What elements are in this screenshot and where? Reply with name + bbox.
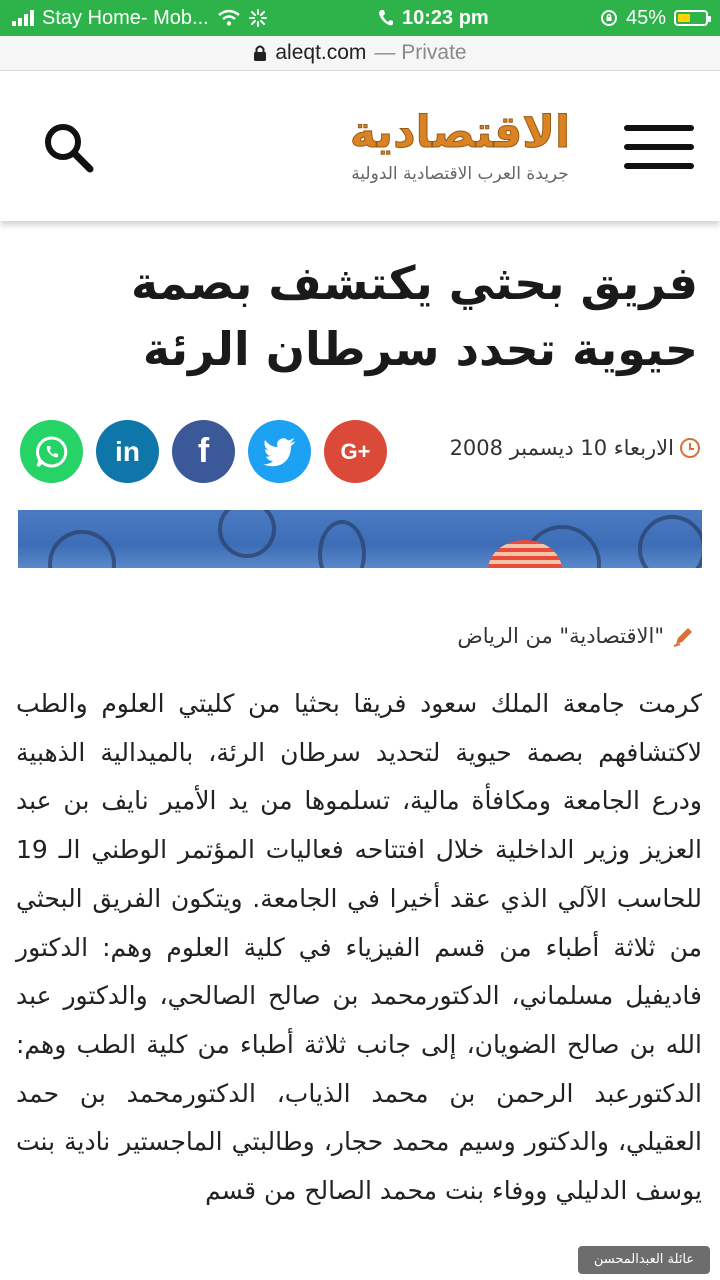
search-icon bbox=[40, 119, 98, 177]
menu-button[interactable] bbox=[624, 125, 696, 171]
twitter-share-button[interactable] bbox=[248, 420, 311, 483]
source-text: "الاقتصادية" من الرياض bbox=[457, 624, 664, 648]
linkedin-icon: in bbox=[115, 435, 140, 467]
clock-icon bbox=[680, 438, 700, 458]
battery-icon bbox=[674, 10, 708, 26]
article-title: فريق بحثي يكتشف بصمة حيوية تحدد سرطان الرئة bbox=[131, 256, 698, 376]
private-mode-label: — Private bbox=[374, 41, 467, 64]
orientation-lock-icon bbox=[600, 9, 618, 27]
linkedin-share-button[interactable] bbox=[96, 420, 159, 483]
whatsapp-share-button[interactable] bbox=[20, 420, 83, 483]
google-plus-share-button[interactable] bbox=[324, 420, 387, 483]
battery-percent: 45% bbox=[625, 6, 666, 29]
phone-icon bbox=[378, 9, 394, 27]
logo-name: الاقتصادية bbox=[349, 107, 571, 158]
whatsapp-icon bbox=[34, 434, 70, 470]
status-bar bbox=[0, 0, 720, 36]
site-logo[interactable] bbox=[335, 107, 585, 197]
lock-icon bbox=[253, 44, 267, 62]
date-text: الاربعاء 10 ديسمبر 2008 bbox=[449, 436, 674, 460]
share-bar bbox=[20, 420, 387, 483]
facebook-icon: f bbox=[197, 432, 210, 470]
site-header bbox=[0, 71, 720, 221]
google-plus-icon: G+ bbox=[340, 438, 371, 464]
article-body: كرمت جامعة الملك سعود فريقا بحثيا من كليتي العلوم والطب لاكتشافهم بصمة حيوية لتحديد سرطان الرئة، بالميدالية الذهبية ودرع الجامعة ومكافأة مالية، تسلموها من يد الأمير نايف بن عبد العزيز وزير الداخلية خلال افتتاحه فعاليات المؤتمر الوطني الـ 19 للحاسب الآلي الذي عقد أخيرا في الجامعة. ويتكون الفريق البحثي من ثلاثة أطباء من قسم الفيزياء في كلية العلوم وهم: الدكتور فاديفيل مسلماني، الدكتورمحمد بن صالح الصالحي، والدكتور عبد الله بن صالح الضويان، إلى جانب ثلاثة أطباء من كلية الطب وهم: الدكتورعبد الرحمن بن محمد الذياب، الدكتورمحمد بن حمد العقيلي، والدكتور وسيم محمد حجار، وطالبتي الماجستير نادية بنت يوسف الدليلي ووفاء بنت محمد الصالح من قسم bbox=[16, 689, 702, 1206]
search-button[interactable] bbox=[40, 119, 98, 177]
url-domain: aleqt.com bbox=[275, 41, 367, 64]
article-image[interactable] bbox=[18, 510, 702, 568]
hamburger-icon bbox=[624, 125, 694, 131]
pen-icon bbox=[672, 624, 696, 648]
status-time: 10:23 pm bbox=[401, 6, 489, 29]
address-bar[interactable] bbox=[0, 36, 720, 71]
signal-icon bbox=[12, 10, 34, 26]
loading-icon bbox=[249, 9, 267, 27]
article-date bbox=[450, 436, 700, 460]
wifi-icon bbox=[217, 9, 241, 27]
watermark-label: عائلة العبدالمحسن bbox=[578, 1246, 710, 1274]
article-source bbox=[457, 624, 696, 648]
twitter-icon bbox=[263, 437, 297, 467]
logo-tagline: جريدة العرب الاقتصادية الدولية bbox=[351, 164, 569, 184]
facebook-share-button[interactable] bbox=[172, 420, 235, 483]
carrier-name: Stay Home- Mob... bbox=[42, 6, 209, 29]
